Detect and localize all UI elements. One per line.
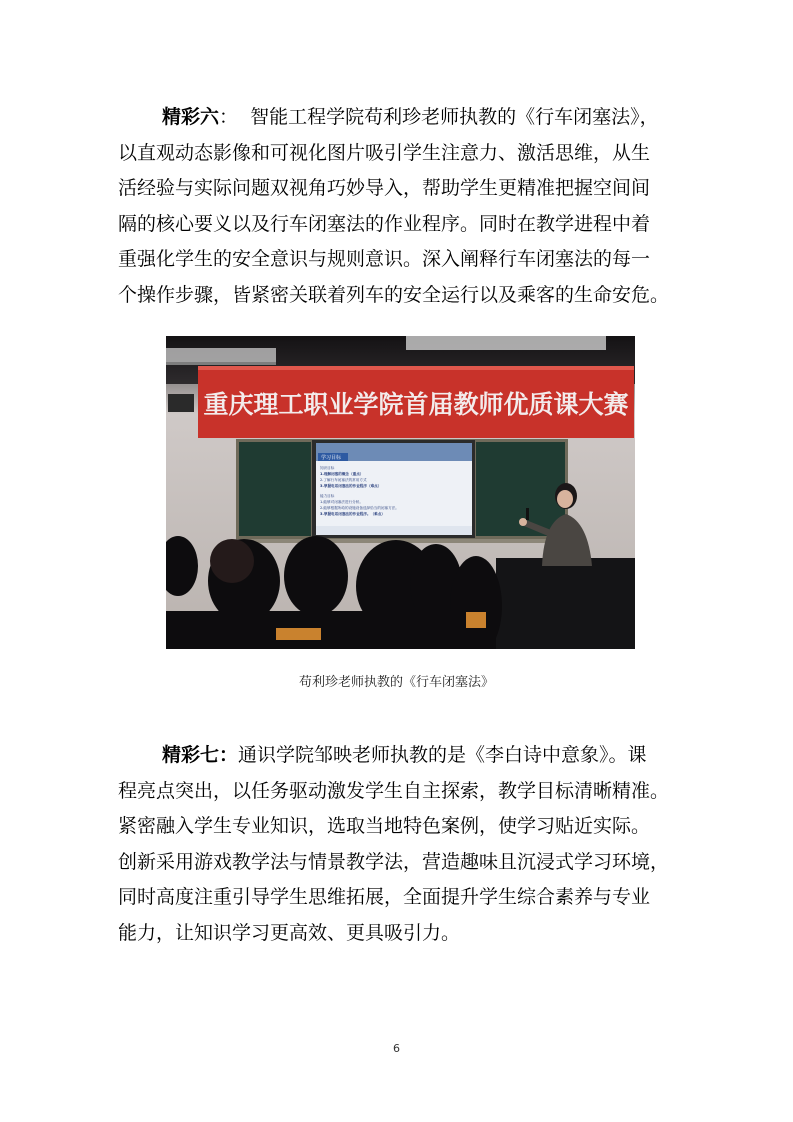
paragraph-line: 个操作步骤，皆紧密关联着列车的安全运行以及乘客的生命安危。	[118, 283, 670, 306]
paragraph-line	[118, 738, 690, 774]
paragraph-text: 通识学院邹映老师执教的是《李白诗中意象》。课	[238, 744, 647, 766]
paragraph-line: 活经验与实际问题双视角巧妙导入，帮助学生更精准把握空间间	[118, 177, 651, 199]
paragraph-line: 隔的核心要义以及行车闭塞法的作业程序。同时在教学进程中着	[118, 212, 651, 235]
slide-line: 3.掌握电话闭塞法的作业程序。（难点）	[320, 512, 385, 516]
photo-caption: 苟利珍老师执教的《行车闭塞法》	[298, 675, 494, 690]
page-number: 6	[393, 1042, 400, 1055]
slide-line: 3.掌握电话闭塞法的作业程序（难点）	[320, 484, 382, 488]
paragraph-line: 重强化学生的安全意识与规则意识。深入阐释行车闭塞法的每一	[118, 248, 651, 270]
section-seven-lead: 精彩七：	[162, 744, 239, 766]
paragraph-line: 创新采用游戏教学法与情景教学法，营造趣味且沉浸式学习环境，	[118, 850, 670, 873]
slide-line: 1.能够对闭塞法进行分析。	[320, 500, 363, 504]
section-seven-paragraph	[118, 738, 690, 951]
banner-text: 重庆理工职业学院首届教师优质课大赛	[203, 390, 629, 419]
slide-line: 2.能够根据所给的设施设备选择恰当的闭塞方法。	[320, 506, 399, 510]
slide-line: 2.了解行车闭塞法的常用方式	[320, 478, 367, 482]
section-six-paragraph	[118, 100, 690, 313]
paragraph-line	[118, 100, 690, 136]
paragraph-line: 以直观动态影像和可视化图片吸引学生注意力、激活思维，从生	[118, 141, 651, 164]
slide-line: 1.理解闭塞的概念（重点）	[320, 472, 364, 476]
separator: ：	[219, 106, 239, 128]
paragraph-text: 智能工程学院苟利珍老师执教的《行车闭塞法》，	[250, 106, 659, 128]
paragraph-line: 程亮点突出，以任务驱动激发学生自主探索，教学目标清晰精准。	[118, 779, 670, 802]
slide-line: 知识目标	[320, 466, 335, 470]
paragraph-line: 同时高度注重引导学生思维拓展，全面提升学生综合素养与专业	[118, 886, 651, 908]
classroom-photo	[166, 336, 635, 649]
slide-line: 能力目标	[320, 494, 335, 498]
paragraph-line: 紧密融入学生专业知识，选取当地特色案例，使学习贴近实际。	[118, 815, 651, 837]
section-six-lead: 精彩六	[162, 106, 220, 128]
paragraph-line: 能力，让知识学习更高效、更具吸引力。	[118, 921, 461, 944]
slide-title: 学习目标	[321, 455, 342, 461]
